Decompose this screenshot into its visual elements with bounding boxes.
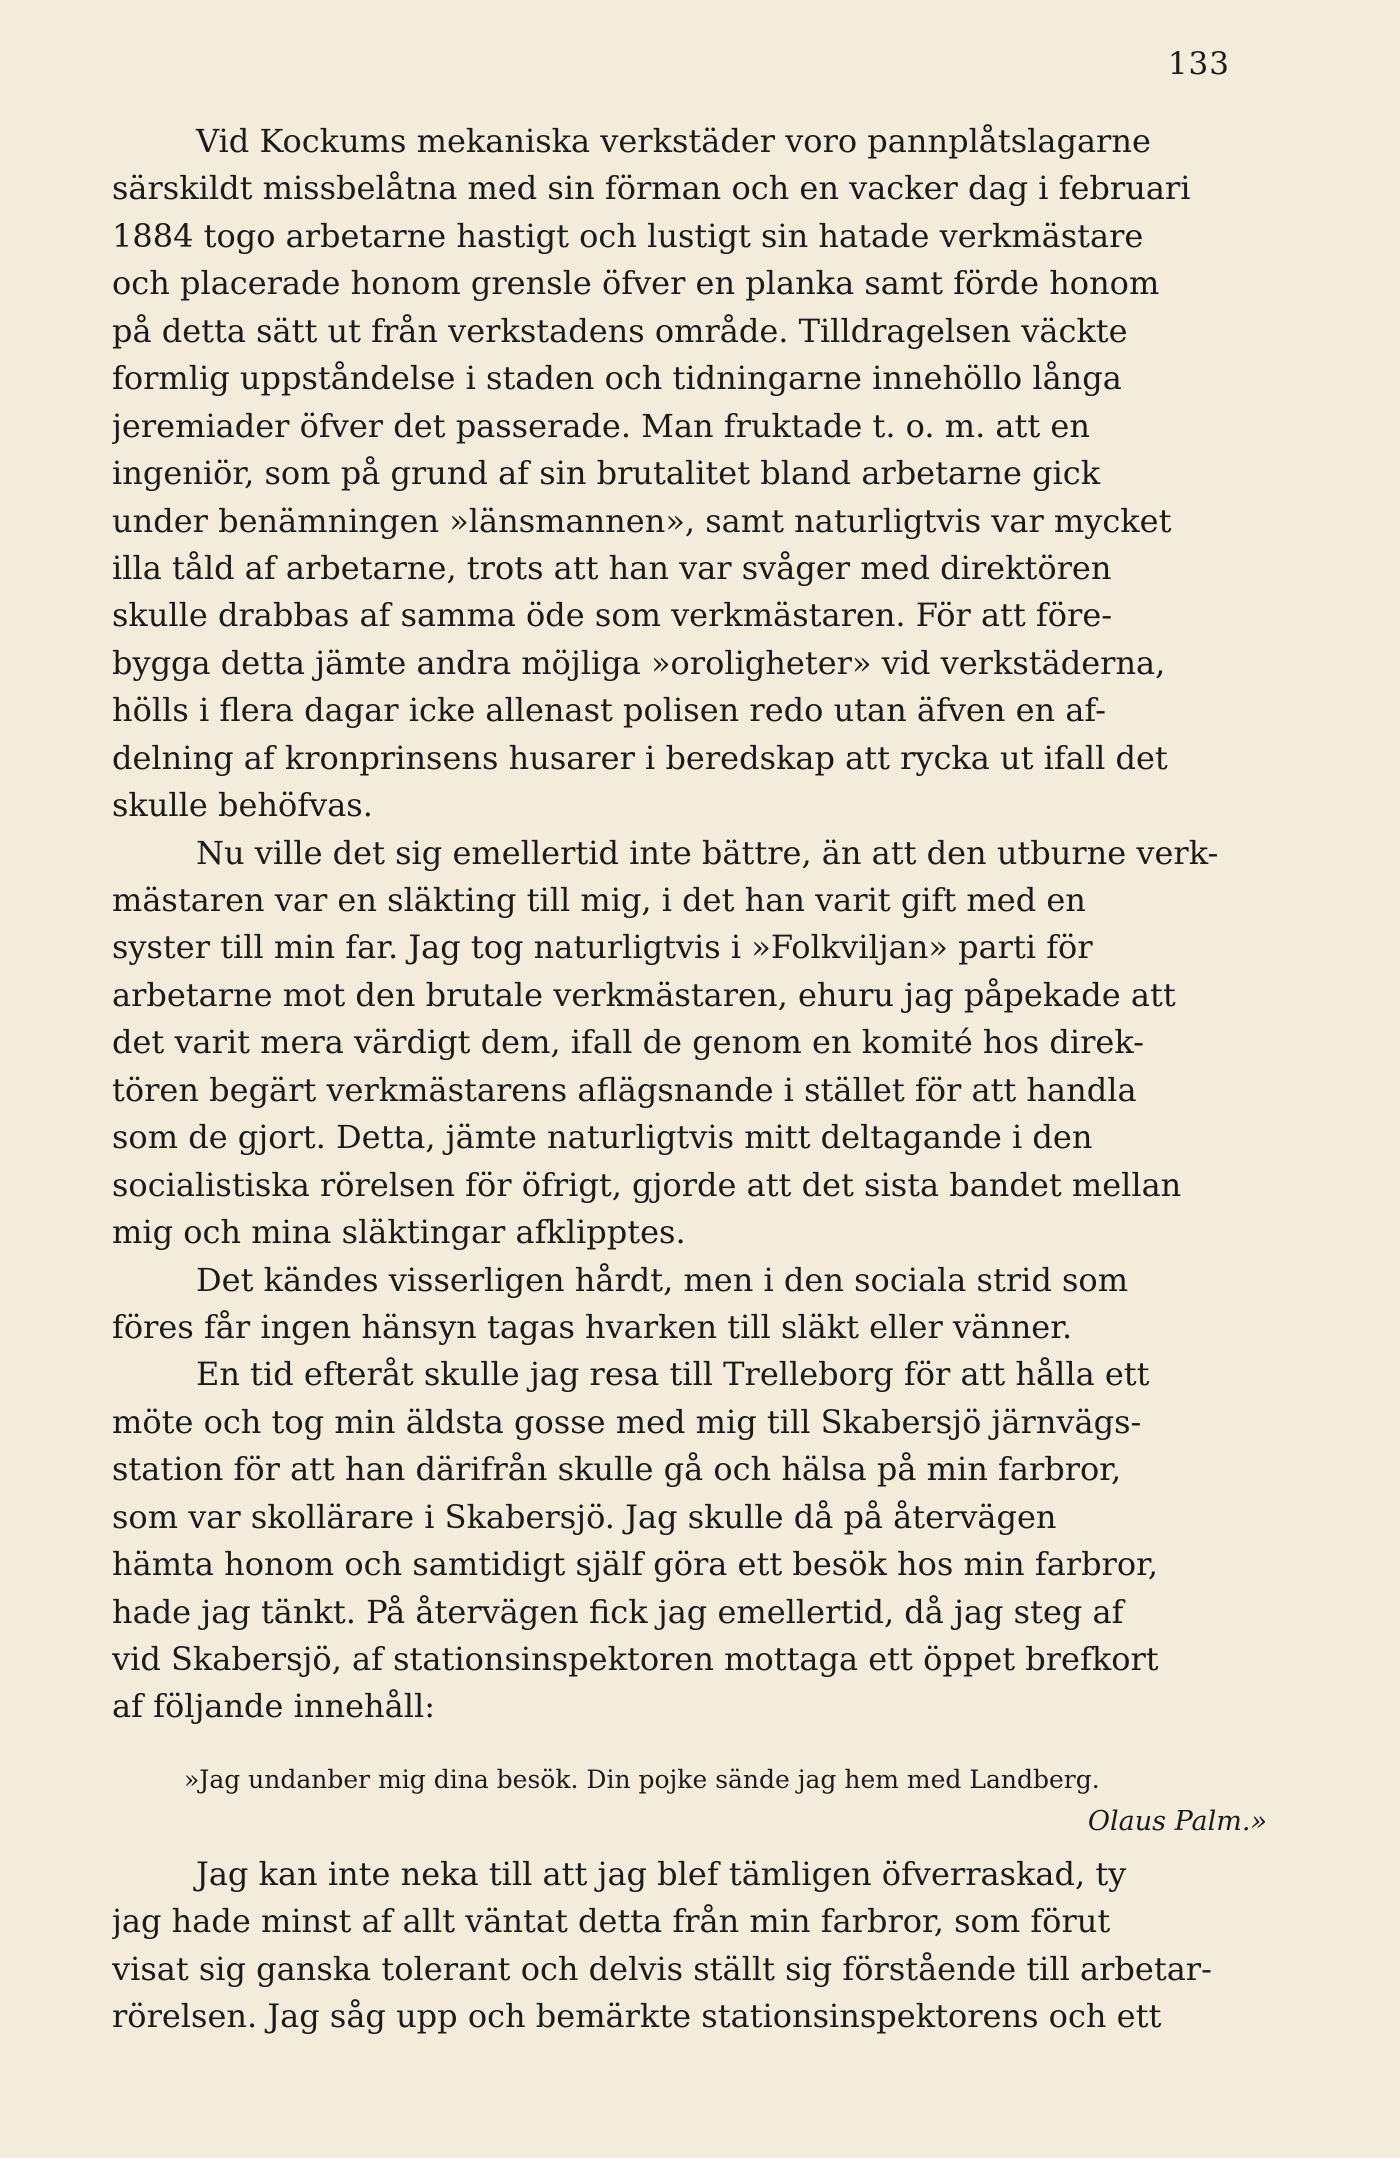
text-line: hölls i flera dagar icke allenast polisen redo utan äfven en af- — [112, 691, 1106, 730]
quote-text: »Jag undanber mig dina besök. Din pojke sände jag hem med Landberg. — [184, 1765, 1100, 1794]
text-line: En tid efteråt skulle jag resa till Trelleborg för att hålla ett — [196, 1355, 1150, 1394]
text-line: tören begärt verkmästarens aflägsnande i stället för att handla — [112, 1070, 1137, 1109]
text-line: Nu ville det sig emellertid inte bättre, än att den utburne verk- — [196, 833, 1219, 872]
text-line: ingeniör, som på grund af sin brutalitet bland arbetarne gick — [112, 454, 1101, 493]
paragraph-kockums-strike — [112, 118, 1267, 830]
text-line: vid Skabersjö, af stationsinspektoren mottaga ett öppet brefkort — [112, 1640, 1159, 1678]
text-line: rörelsen. Jag såg upp och bemärkte stationsinspektorens och ett — [112, 1997, 1162, 2036]
paragraph-trelleborg — [112, 1351, 1267, 1731]
text-line: jag hade minst af allt väntat detta från min farbror, som förut — [112, 1902, 1111, 1941]
text-line: formlig uppståndelse i staden och tidningarne innehöllo långa — [112, 359, 1122, 398]
text-line: 1884 togo arbetarne hastigt och lustigt sin hatade verkmästare — [112, 216, 1144, 255]
text-line: mig och mina släktingar afklipptes. — [112, 1213, 686, 1252]
text-line: skulle drabbas af samma öde som verkmästaren. För att före- — [112, 596, 1113, 635]
text-line: som de gjort. Detta, jämte naturligtvis mitt deltagande i den — [112, 1118, 1093, 1157]
text-line: föres får ingen hänsyn tagas hvarken till släkt eller vänner. — [112, 1307, 1073, 1346]
text-line: Vid Kockums mekaniska verkstäder voro pannplåtslagarne — [196, 122, 1151, 160]
text-line: visat sig ganska tolerant och delvis ställt sig förstående till arbetar- — [112, 1949, 1212, 1988]
postcard-quote — [112, 1760, 1267, 1837]
quote-signature: Olaus Palm.» — [1087, 1806, 1267, 1837]
closing-paragraph — [112, 1851, 1267, 2041]
text-line: Det kändes visserligen hårdt, men i den sociala strid som — [196, 1260, 1129, 1299]
paragraph-relative — [112, 830, 1267, 1257]
text-line: socialistiska rörelsen för öfrigt, gjorde att det sista bandet mellan — [112, 1165, 1182, 1204]
text-line: det varit mera värdigt dem, ifall de genom en komité hos direk- — [112, 1023, 1144, 1062]
text-line: bygga detta jämte andra möjliga »oroligheter» vid verkstäderna, — [112, 643, 1166, 682]
body-text — [112, 118, 1267, 1731]
text-line: som var skollärare i Skabersjö. Jag skulle då på återvägen — [112, 1497, 1057, 1536]
text-line: hämta honom och samtidigt själf göra ett besök hos min farbror, — [112, 1545, 1159, 1584]
text-line: arbetarne mot den brutale verkmästaren, ehuru jag påpekade att — [112, 975, 1176, 1014]
text-line: af följande innehåll: — [112, 1687, 435, 1726]
text-line: jeremiader öfver det passerade. Man fruktade t. o. m. att en — [112, 406, 1090, 445]
text-line: möte och tog min äldsta gosse med mig till Skabersjö järnvägs- — [112, 1402, 1142, 1441]
text-line: station för att han därifrån skulle gå och hälsa på min farbror, — [112, 1450, 1122, 1489]
text-line: och placerade honom grensle öfver en planka samt förde honom — [112, 264, 1160, 303]
text-line: illa tåld af arbetarne, trots att han var svåger med direktören — [112, 548, 1112, 587]
text-line: mästaren var en släkting till mig, i det han varit gift med en — [112, 881, 1086, 919]
text-line: hade jag tänkt. På återvägen fick jag emellertid, då jag steg af — [112, 1592, 1124, 1631]
text-line: delning af kronprinsens husarer i beredskap att rycka ut ifall det — [112, 738, 1168, 777]
text-line: skulle behöfvas. — [112, 786, 373, 825]
text-line: under benämningen »länsmannen», samt naturligtvis var mycket — [112, 501, 1172, 540]
text-line: Jag kan inte neka till att jag blef tämligen öfverraskad, ty — [196, 1855, 1127, 1893]
page-number: 133 — [1167, 46, 1230, 82]
paragraph-struggle — [112, 1257, 1267, 1352]
text-line: på detta sätt ut från verkstadens område. Tilldragelsen väckte — [112, 311, 1128, 350]
text-line: syster till min far. Jag tog naturligtvis i »Folkviljan» parti för — [112, 928, 1093, 967]
text-line: särskildt missbelåtna med sin förman och en vacker dag i februari — [112, 169, 1191, 208]
